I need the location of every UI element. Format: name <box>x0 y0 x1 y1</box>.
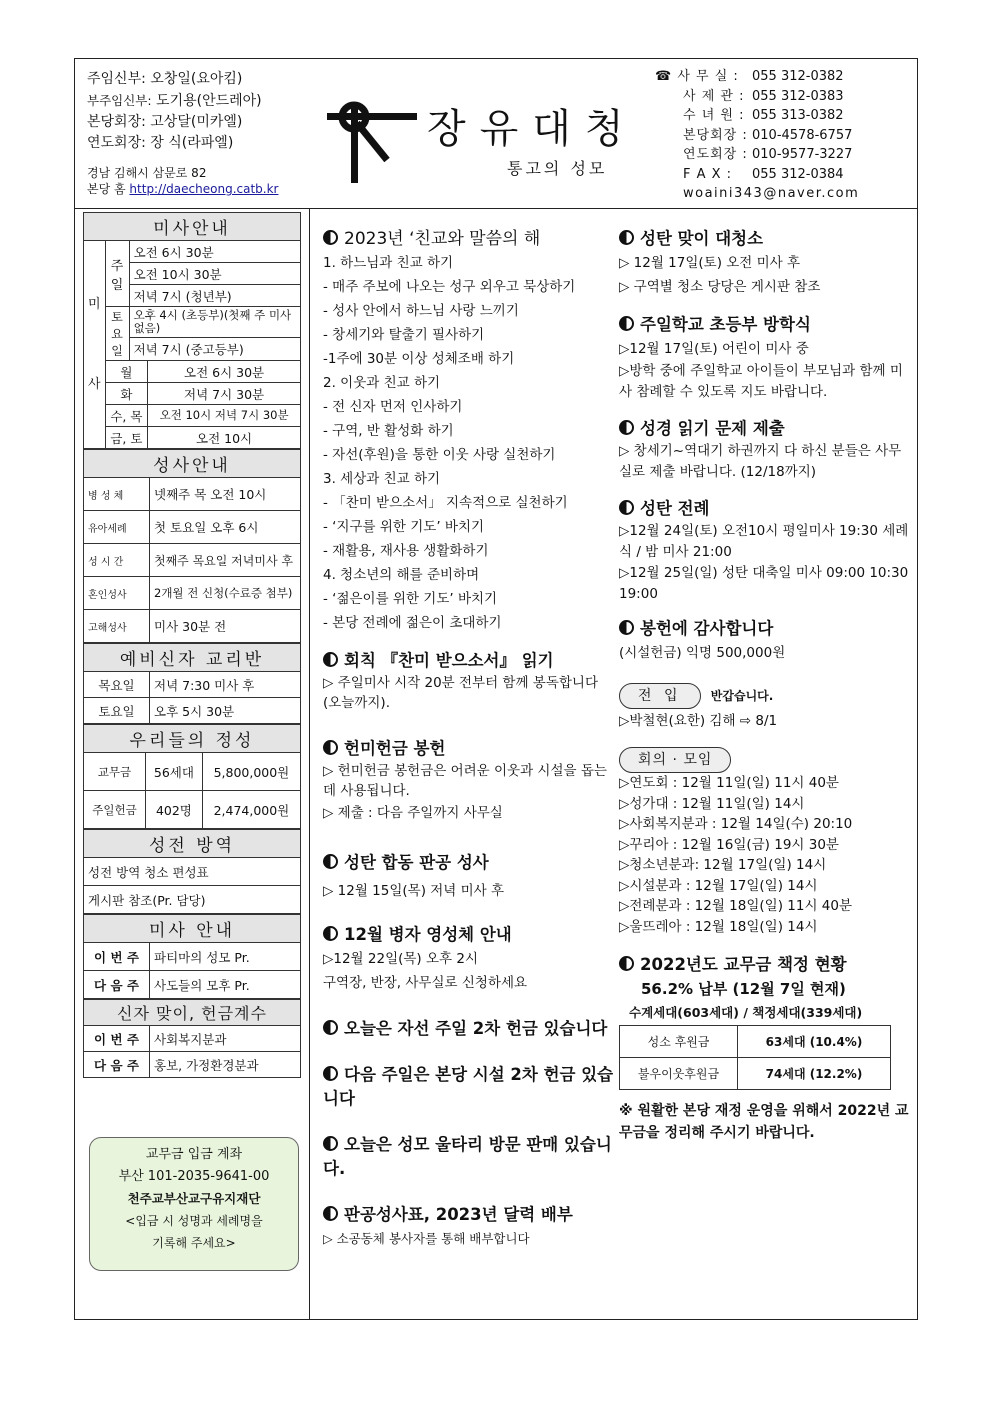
center-column: 2023년 ‘친교와 말씀의 해 1. 하느님과 친교 하기 - 매주 주보에 나오는 성구 외우고 묵상하기 - 성사 안에서 하느님 사랑 느끼기 - 창세기와 탈출기 필사하기 -1주에 30분 이상 성체조배 하기 2. 이웃과 친교 하기 - 전 신자 먼저 인사하기 - 구역, 반 활성화 하기 - 자선(후원)을 통한 이웃 사랑 실천하기 3. 세상과 친교 하기 - 「찬미 받으소서」 지속적으로 실천하기 - ‘지구를 위한 기도’ 바치기 - 재활용, 재사용 생활화하기 4. 청소년의 해를 준비하며 - ‘젊은이를 위한 기도’ 바치기 - 본당 전례에 젊은이 초대하기 회칙 『찬미 받으소서』 읽기 ▷ 주일미사 시작 20분 전부터 함께 봉독합니다(오늘까지). 헌미헌금 봉헌 ▷ 헌미헌금 봉헌금은 어려운 이웃과 시설을 돕는 데 사용됩니다. ▷ 제출 : 다음 주일까지 사무실 성탄 합동 판공 성사 ▷ 12월 15일(목) 저녁 미사 후 12월 병자 영성체 안내 ▷12월 22일(목) 오후 2시 구역장, 반장, 사무실로 신청하세요 오늘은 자선 주일 2차 헌금 있습니다 다음 주일은 본당 시설 2차 헌금 있습니다 오늘은 성모 울타리 방문 판매 있습니다. 판공성사표, 2023년 달력 배부 ▷ 소공동체 봉사자를 통해 배부합니다 <box>323 229 614 1246</box>
stats-heading: 2022년도 교무금 책정 현황 <box>619 953 909 977</box>
mass-guide-table: 미사 안내 이 번 주 파티마의 성모 Pr. 다 음 주 사도들의 모후 Pr. <box>83 914 301 999</box>
welcome-table: 신자 맞이, 헌금계수 이 번 주 사회복지분과 다 음 주 홍보, 가정환경분과 <box>83 999 301 1078</box>
half-circle-icon <box>323 740 338 755</box>
year-heading: 2023년 ‘친교와 말씀의 해 <box>323 227 615 251</box>
half-circle-icon <box>619 230 634 245</box>
penance-heading: 성탄 합동 판공 성사 <box>323 851 615 875</box>
year-goal-item: - 성사 안에서 하느님 사랑 느끼기 <box>323 303 519 319</box>
year-goal-item: 1. 하느님과 친교 하기 <box>323 255 454 271</box>
half-circle-icon <box>323 1020 338 1035</box>
school-heading: 주일학교 초등부 방학식 <box>619 313 909 337</box>
contact-list: ☎ 사 무 실 : 055 312-0382 사 제 관 : 055 312-0383 수 녀 원 : 055 313-0382 본당회장 : 010-4578-6757 연도회장 : 010-9577-3227 F A X : 055 312-0384 woaini343@naver.com <box>655 67 859 204</box>
calendar-heading: 판공성사표, 2023년 달력 배부 <box>323 1203 615 1227</box>
thanks-heading: 봉헌에 감사합니다 <box>619 617 909 641</box>
cleaning-heading: 성전 방역 <box>84 830 301 858</box>
year-goal-item: - 창세기와 탈출기 필사하기 <box>323 327 485 343</box>
year-goal-item: - 자선(후원)을 통한 이웃 사랑 실천하기 <box>323 447 556 463</box>
half-circle-icon <box>619 956 634 971</box>
homepage-link[interactable]: http://daecheong.catb.kr <box>129 182 279 196</box>
mass-group-label: 미사 <box>84 241 106 449</box>
year-goal-item: - 구역, 반 활성화 하기 <box>323 423 454 439</box>
meeting-item: ▷전례분과 : 12월 18일(일) 11시 40분 <box>619 898 853 914</box>
welcome-heading: 신자 맞이, 헌금계수 <box>84 1000 301 1026</box>
right-column: 성탄 맞이 대청소 ▷ 12월 17일(토) 오전 미사 후 ▷ 구역별 청소 당당은 게시판 참조 주일학교 초등부 방학식 ▷12월 17일(토) 어린이 미사 중 ▷방학 중에 주일학교 아이들이 부모님과 함께 미사 참례할 수 있도록 지도 바랍니다. 성경 읽기 문제 제출 ▷ 창세기~역대기 하권까지 다 하신 분들은 사무실로 제출 바랍니다. (12/18까지) 성탄 전례 ▷12월 24일(토) 오전10시 평일미사 19:30 세례식 / 밤 미사 21:00 ▷12월 25일(일) 성탄 대축일 미사 09:00 10:30 19:00 봉헌에 감사합니다 (시설헌금) 익명 500,000원 전 입 반갑습니다. ▷박철현(요한) 김해 ⇨ 8/1 회의 · 모임 ▷연도회 : 12월 11일(일) 11시 40분 ▷성가대 : 12월 11일(일) 14시 ▷사회복지분과 : 12월 14일(수) 20:10 ▷꾸리아 : 12월 16일(금) 19시 30분 ▷청소년분과: 12월 17일(일) 14시 ▷시설분과 : 12월 17일(일) 14시 ▷전례분과 : 12월 18일(일) 11시 40분 ▷울뜨레아 : 12월 18일(일) 14시 2022년도 교무금 책정 현황 56.2% 납부 (12월 7일 현재) 수계세대(603세대) / 책정세대(339세대) 성소 후원금 63세대 (10.4%) 불우이웃후원금 74세대 (12.2%) ※ 원활한 본당 재정 운영을 위해서 2022년 교무금을 정리해 주시기 바랍니다. <box>619 229 909 1141</box>
meeting-list <box>619 773 909 937</box>
bible-heading: 성경 읽기 문제 제출 <box>619 417 909 441</box>
cross-logo-icon <box>327 95 417 185</box>
cleanup-heading: 성탄 맞이 대청소 <box>619 227 909 251</box>
left-column <box>83 212 301 1078</box>
meeting-item: ▷사회복지분과 : 12월 14일(수) 20:10 <box>619 816 853 832</box>
sale-notice: 오늘은 성모 울타리 방문 판매 있습니다. <box>323 1135 612 1178</box>
year-goal-item: 4. 청소년의 해를 준비하며 <box>323 567 480 583</box>
half-circle-icon <box>323 1206 338 1221</box>
meeting-item: ▷꾸리아 : 12월 16일(금) 19시 30분 <box>619 836 839 853</box>
cleaning-table: 성전 방역 성전 방역 청소 편성표 게시판 참조(Pr. 담당) <box>83 829 301 914</box>
sacrament-table: 성사안내 병 성 체 넷째주 목 오전 10시 유아세례 첫 토요일 오후 6시 성 시 간 첫째주 목요일 저녁미사 후 혼인성사 2개월 전 신청(수료증 첨부) 고해성사 미사 30분 전 <box>83 449 301 643</box>
half-circle-icon <box>619 620 634 635</box>
reading-heading: 회칙 『찬미 받으소서』 읽기 <box>323 649 615 673</box>
half-circle-icon <box>323 230 338 245</box>
half-circle-icon <box>323 652 338 667</box>
bulletin-subtitle: 통고의 성모 <box>507 159 608 178</box>
half-circle-icon <box>323 926 338 941</box>
mass-heading: 미사안내 <box>84 213 301 241</box>
half-circle-icon <box>323 854 338 869</box>
year-goal-item: - 「찬미 받으소서」 지속적으로 실천하기 <box>323 495 568 511</box>
half-circle-icon <box>619 420 634 435</box>
second-collection-next: 다음 주일은 본당 시설 2차 헌금 있습니다 <box>323 1065 614 1108</box>
rice-heading: 헌미헌금 봉헌 <box>323 737 615 761</box>
catechumen-heading: 예비신자 교리반 <box>84 644 301 672</box>
second-collection-today: 오늘은 자선 주일 2차 헌금 있습니다 <box>323 1017 615 1041</box>
bulletin-frame <box>74 58 918 1320</box>
header <box>75 59 917 209</box>
christmas-heading: 성탄 전례 <box>619 497 909 521</box>
year-goal-item: 2. 이웃과 친교 하기 <box>323 375 441 391</box>
mass-guide-heading: 미사 안내 <box>84 915 301 943</box>
account-box: 교무금 입금 계좌 부산 101-2035-9641-00 천주교부산교구유지재단 <입금 시 성명과 세례명을 기록해 주세요> <box>89 1137 299 1271</box>
offering-table: 우리들의 정성 교무금 56세대 5,800,000원 주일헌금 402명 2,474,000원 <box>83 724 301 829</box>
meeting-item: ▷연도회 : 12월 11일(일) 11시 40분 <box>619 775 839 791</box>
email[interactable]: woaini343@naver.com <box>683 186 860 201</box>
sick-heading: 12월 병자 영성체 안내 <box>323 923 615 947</box>
year-goal-list <box>323 251 615 635</box>
meeting-header: 회의 · 모임 <box>619 747 909 773</box>
year-goal-item: - ‘지구를 위한 기도’ 바치기 <box>323 519 485 535</box>
year-goal-item: 3. 세상과 친교 하기 <box>323 471 441 487</box>
address: 경남 김해시 삼문로 82 본당 홈 http://daecheong.catb.kr <box>87 166 279 196</box>
staff-list: 주임신부: 오창일(요아킴) 부주임신부: 도기용(안드레아) 본당회장: 고상달(미카엘) 연도회장: 장 식(라파엘) <box>87 71 262 151</box>
offering-heading: 우리들의 정성 <box>84 725 301 753</box>
mass-table: 미사안내 미사 주일 오전 6시 30분 오전 10시 30분 저녁 7시 (청년부) 토요일 오후 4시 (초등부)(첫째 주 미사 없음) 저녁 7시 (중고등부) 월 오전 6시 30분 화 저녁 7시 30분 수, 목 오전 10시 저녁 7시 30분 금, 토 오전 10시 <box>83 212 301 449</box>
half-circle-icon <box>619 316 634 331</box>
meeting-item: ▷성가대 : 12월 11일(일) 14시 <box>619 795 805 812</box>
year-goal-item: - 매주 주보에 나오는 성구 외우고 묵상하기 <box>323 279 576 295</box>
half-circle-icon <box>323 1136 338 1151</box>
column-divider <box>309 209 310 1319</box>
meeting-item: ▷울뜨레아 : 12월 18일(일) 14시 <box>619 918 818 935</box>
year-goal-item: - 전 신자 먼저 인사하기 <box>323 399 463 415</box>
year-goal-item: - ‘젊은이를 위한 기도’ 바치기 <box>323 591 498 607</box>
transfer-header: 전 입 반갑습니다. <box>619 683 909 709</box>
catechumen-table: 예비신자 교리반 목요일 저녁 7:30 미사 후 토요일 오후 5시 30분 <box>83 643 301 724</box>
meeting-item: ▷청소년분과: 12월 17일(일) 14시 <box>619 857 827 873</box>
stats-table: 성소 후원금 63세대 (10.4%) 불우이웃후원금 74세대 (12.2%) <box>619 1025 891 1090</box>
year-goal-item: - 재활용, 재사용 생활화하기 <box>323 543 489 559</box>
half-circle-icon <box>323 1066 338 1081</box>
meeting-item: ▷시설분과 : 12월 17일(일) 14시 <box>619 877 818 894</box>
sacrament-heading: 성사안내 <box>84 450 301 478</box>
half-circle-icon <box>619 500 634 515</box>
bulletin-title: 장유대청 <box>427 106 638 152</box>
year-goal-item: -1주에 30분 이상 성체조배 하기 <box>323 351 515 367</box>
year-goal-item: - 본당 전례에 젊은이 초대하기 <box>323 615 502 631</box>
